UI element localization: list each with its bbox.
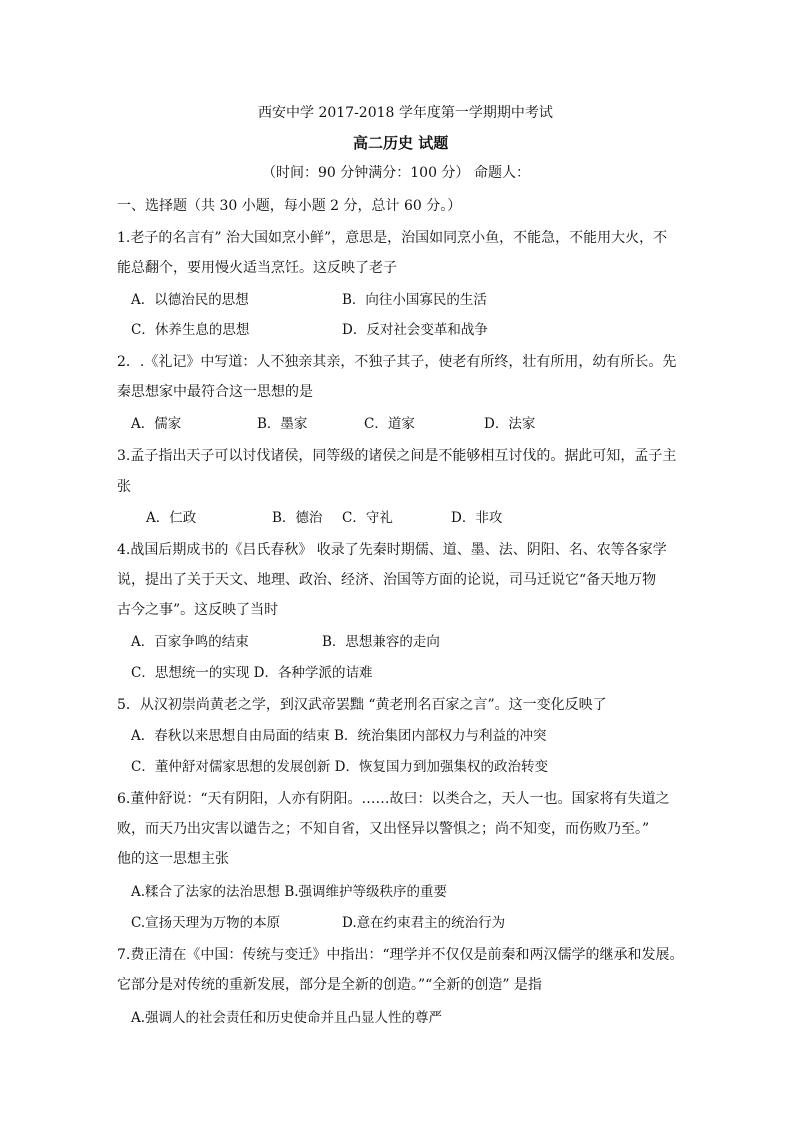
question-2-option-a: A．儒家 bbox=[131, 416, 182, 432]
question-7-option-a: A.强调人的社会责任和历史使命并且凸显人性的尊严 bbox=[131, 1010, 443, 1026]
author-label: 命题人： bbox=[474, 165, 530, 181]
question-3-option-b: B．德治 bbox=[272, 510, 323, 526]
question-3-option-a: A．仁政 bbox=[146, 510, 197, 526]
question-6-option-d: D.意在约束君主的统治行为 bbox=[342, 915, 506, 931]
question-3-stem-line-2: 张 bbox=[117, 479, 131, 495]
subject-title: 高二历史 试题 bbox=[353, 134, 449, 152]
question-2-option-d: D．法家 bbox=[484, 416, 536, 432]
question-4-option-cd: C．思想统一的实现 D．各种学派的诘难 bbox=[131, 665, 373, 681]
question-4-stem-line-1: 4.战国后期成书的《吕氏春秋》 收录了先秦时期儒、道、墨、法、阴阳、名、农等各家学 bbox=[117, 542, 667, 558]
question-4-option-a: A．百家争鸣的结束 bbox=[131, 634, 249, 650]
question-5-stem-line-1: 5．从汉初崇尚黄老之学，到汉武帝罢黜 “黄老刑名百家之言”。这一变化反映了 bbox=[117, 697, 607, 713]
question-5-option-cd: C．董仲舒对儒家思想的发展创新 D．恢复国力到加强集权的政治转变 bbox=[131, 759, 548, 775]
question-1-option-d: D．反对社会变革和战争 bbox=[342, 322, 488, 338]
section-heading: 一、选择题（共 30 小题，每小题 2 分，总计 60 分。） bbox=[117, 198, 462, 214]
question-1-option-a: A．以德治民的思想 bbox=[131, 292, 249, 308]
question-7-stem-line-2: 它部分是对传统的重新发展，部分是全新的创造。”“全新的创造” 是指 bbox=[117, 977, 542, 993]
question-6-option-c: C.宣扬天理为万物的本原 bbox=[131, 915, 281, 931]
question-4-stem-line-3: 古今之事”。这反映了当时 bbox=[117, 602, 279, 618]
question-6-stem-line-2: 败，而天乃出灾害以谴告之；不知自省，又出怪异以警惧之；尚不知变，而伤败乃至。” bbox=[117, 821, 650, 837]
time-info: （时间：90 分钟满分：100 分） bbox=[262, 165, 470, 181]
question-1-option-b: B．向往小国寡民的生活 bbox=[342, 292, 487, 308]
question-4-option-b: B．思想兼容的走向 bbox=[322, 634, 440, 650]
question-4-stem-line-2: 说，提出了关于天文、地理、政治、经济、治国等方面的论说，司马迁说它“备天地万物 bbox=[117, 572, 657, 588]
question-2-option-b: B．墨家 bbox=[257, 416, 308, 432]
question-3-option-c: C．守礼 bbox=[342, 510, 393, 526]
question-2-stem-line-1: 2．.《礼记》中写道：人不独亲其亲，不独子其子，使老有所终，壮有所用，幼有所长。先 bbox=[117, 354, 677, 370]
question-6-option-ab: A.糅合了法家的法治思想 B.强调维护等级秩序的重要 bbox=[131, 884, 448, 900]
question-3-stem-line-1: 3.孟子指出天子可以讨伐诸侯，同等级的诸侯之间是不能够相互讨伐的。据此可知，孟子主 bbox=[117, 448, 677, 464]
question-7-stem-line-1: 7.费正清在《中国：传统与变迁》中指出：“理学并不仅仅是前秦和两汉儒学的继承和发展。 bbox=[117, 947, 684, 963]
question-6-stem-line-1: 6.董仲舒说：“天有阴阳，人亦有阴阳。……故曰：以类合之，天人一也。国家将有失道之 bbox=[117, 791, 670, 807]
question-2-option-c: C．道家 bbox=[364, 416, 415, 432]
question-2-stem-line-2: 秦思想家中最符合这一思想的是 bbox=[117, 384, 313, 400]
question-1-stem-line-2: 能总翻个，要用慢火适当烹饪。这反映了老子 bbox=[117, 260, 397, 276]
question-1-stem-line-1: 1.老子的名言有” 治大国如烹小鲜”，意思是，治国如同烹小鱼，不能急，不能用大火，不 bbox=[117, 230, 668, 246]
exam-title: 西安中学 2017-2018 学年度第一学期期中考试 bbox=[258, 105, 553, 121]
question-1-option-c: C．休养生息的思想 bbox=[131, 322, 250, 338]
question-5-option-ab: A．春秋以来思想自由局面的结束 B．统治集团内部权力与利益的冲突 bbox=[131, 728, 547, 744]
question-6-stem-line-3: 他的这一思想主张 bbox=[117, 851, 229, 867]
question-3-option-d: D．非攻 bbox=[451, 510, 503, 526]
